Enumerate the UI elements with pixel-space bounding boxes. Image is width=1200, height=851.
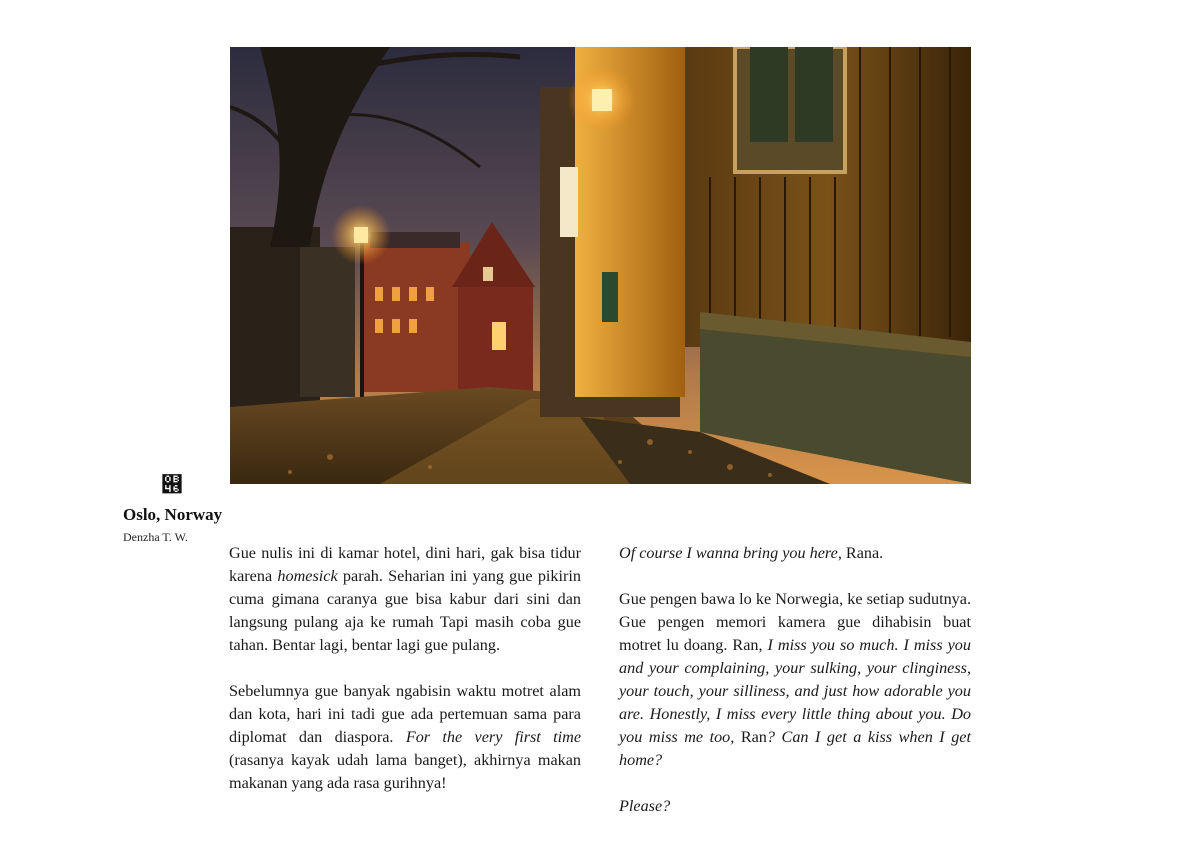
author-name: Denzha T. W.: [123, 530, 188, 544]
text-run: Gue nulis ini di kamar hotel, dini hari, gak bisa tidur karena: [229, 544, 581, 585]
text-run: , Rana.: [837, 544, 884, 562]
text-run: (rasanya kayak udah lama banget), akhirnya makan makanan yang ada rasa gurihnya!: [229, 751, 581, 792]
italic-text-run: Of course I wanna bring you here: [619, 544, 838, 562]
text-run: Gue pengen bawa lo ke Norwegia, ke setiap sudutnya. Gue pengen memori kamera gue dihabisin buat motret lu doang. Ran,: [619, 590, 971, 654]
paragraph: [229, 542, 581, 657]
location-title: Oslo, Norway: [123, 505, 223, 524]
paragraph: [619, 588, 971, 772]
italic-text-run: For the very first time: [405, 728, 582, 746]
italic-text-run: I miss you so much. I miss you and your complaining, your sulking, your clinginess, your touch, your silliness, and just how adorable you are. Honestly, I miss every little thing about you. Do you miss me too,: [619, 636, 971, 746]
oslo-street-photo: [230, 47, 971, 484]
paragraph: [229, 680, 581, 795]
italic-text-run: homesick: [277, 567, 338, 585]
text-run: Ran: [734, 728, 767, 746]
text-run: parah. Seharian ini yang gue pikirin cuma gimana caranya gue bisa kabur dari sini dan langsung pulang aja ke rumah Tapi masih coba gue tahan. Bentar lagi, bentar lagi gue pulang.: [229, 567, 581, 654]
text-run: Sebelumnya gue banyak ngabisin waktu motret alam dan kota, hari ini tadi gue ada pertemuan sama para diplomat dan diaspora.: [229, 682, 581, 746]
italic-text-run: Please?: [619, 797, 671, 815]
paragraph: [619, 542, 971, 565]
italic-text-run: ? Can I get a kiss when I get home?: [619, 728, 971, 769]
paragraph: [619, 795, 971, 818]
left-text-column: [229, 542, 581, 818]
ornament-glyph: ୆: [161, 472, 183, 497]
right-text-column: [619, 542, 971, 841]
